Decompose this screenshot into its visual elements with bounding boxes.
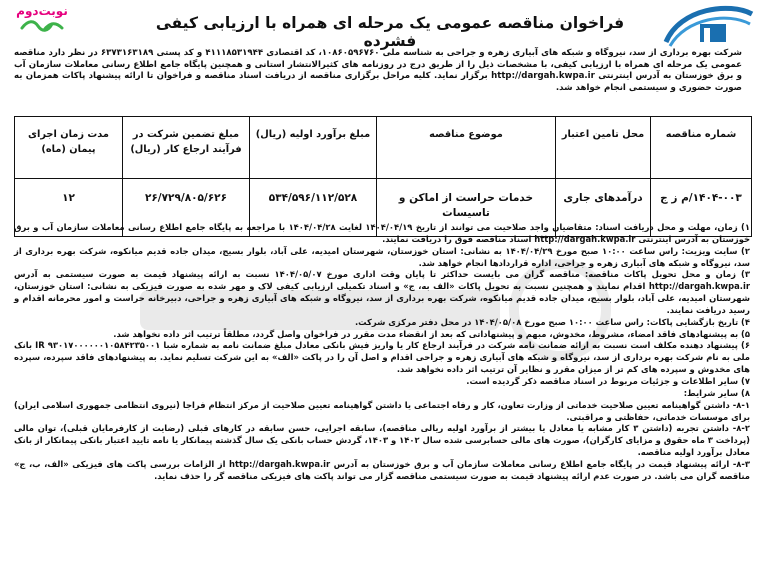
cell-contract-duration: ۱۲ [15,179,123,237]
header-tender-subject: موضوع مناقصه [377,117,556,179]
header-contract-duration: مدت زمان اجرای پیمان (ماه) [15,117,123,179]
header-guarantee-amount: مبلغ تضمین شرکت در فرآیند ارجاع کار (ریال) [123,117,250,179]
page-title: فراخوان مناقصه عمومی یک مرحله ای همراه با ارزیابی کیفی فشرده [155,14,625,50]
header-tender-number: شماره مناقصه [651,117,752,179]
header-estimated-amount: مبلغ برآورد اولیه (ریال) [250,117,377,179]
list-item: ۶) پیشنهاد دهنده مکلف است نسبت به ارائه ضمانت نامه شرکت در فرآیند ارجاع کار یا واریز فیش بانکی معادل مبلغ ضمانت نامه به شماره شبا IR ۹۳۰۱۷۰۰۰۰۰۰۱۰۵۸۴۲۳۵۰۰۱ بانک ملی به نام شرکت بهره برداری از سد، نیروگاه و شبکه های آبیاری زهره و جراحی اقدام و اصل آن را در پاکت «الف» به این شرکت تسلیم نماید. به پیشنهادهای فاقد سپرده، سپرده های مخدوش و سپرده های کم تر از میزان مقرر و نظایر آن ترتیب اثر داده نخواهد شد. [14,340,750,375]
conditions-list [14,222,750,483]
tender-table [14,116,752,237]
publication-turn-badge: نوبت‌دوم [16,4,68,18]
table-header-row [15,117,752,179]
organization-logo-icon [660,2,756,50]
cell-tender-number: ۱۴۰۴-۰۰۳/م ز ج [651,179,752,237]
cell-tender-subject: خدمات حراست از اماکن و تاسیسات [377,179,556,237]
cell-guarantee-amount: ۲۶/۷۲۹/۸۰۵/۶۲۶ [123,179,250,237]
intro-paragraph: شرکت بهره برداری از سد، نیروگاه و شبکه های آبیاری زهره و جراحی به شناسه ملی ۱۰۸۶۰۵۹۶۷۶۰، کد اقتصادی ۴۱۱۱۸۵۳۱۹۴۴ و کد پستی ۶۳۷۳۱۶۳۱۸۹ در نظر دارد مناقصه عمومی یک مرحله ای همراه با ارزیابی کیفی، با مشخصات ذیل را از طریق درج در روزنامه های کثیرالانتشار استانی و همچنین پایگاه جامع اطلاع رسانی معاملات سازمان آب و برق خوزستان به آدرس اینترنتی http://dargah.kwpa.ir برگزار نماید. کلیه مراحل برگزاری مناقصه از دریافت اسناد مناقصه و فراخوان تا ارائه پیشنهاد پاکات همزمان به صورت حضوری و سیستمی انجام خواهد شد. [14,48,742,93]
list-item: ۵) به پیشنهادهای فاقد امضاء، مشروط، مخدوش، مبهم و پیشنهاداتی که بعد از انقضاء مدت مقرر در فراخوان واصل گردد، مطلقاً ترتیب اثر داده نخواهد شد. [113,328,750,339]
list-item: ۱) زمان، مهلت و محل دریافت اسناد: متقاضیان واجد صلاحیت می توانند از تاریخ ۱۴۰۴/۰۴/۱۹ لغایت ۱۴۰۴/۰۴/۲۸ با مراجعه به پایگاه جامع اطلاع رسانی معاملات سازمان آب و برق خوزستان به آدرس اینترنتی http://dargah.kwpa.ir اسناد مناقصه فوق را دریافت نمایند. [14,222,751,244]
cell-estimated-amount: ۵۳۴/۵۹۶/۱۱۲/۵۲۸ [250,179,377,237]
header-funding-source: محل تامین اعتبار [556,117,651,179]
list-item: ۸-۲- داشتن تجربه (داشتن ۳ کار مشابه یا معادل یا بیشتر از برآورد اولیه ریالی مناقصه)، سابقه اجرایی، حسن سابقه در کارهای قبلی (رضایت از کارفرمایان قبلی)، توان مالی (پرداخت ۳ ماه حقوق و مزایای کارگران)، صورت های مالی حسابرسی شده سال ۱۴۰۲ و ۱۴۰۳، گردش حساب بانکی یک سال گذشته پیمانکار یا نامه تایید اعتبار بانکی پیمانکار از بانک معادل برآورد اولیه مناقصه. [14,423,750,458]
list-item: ۸-۳- ارائه پیشنهاد قیمت در پایگاه جامع اطلاع رسانی معاملات سازمان آب و برق خوزستان به آدرس http://dargah.kwpa.ir از الزامات بررسی پاکت های فیزیکی «الف، ب، ج» مناقصه گران می باشد. در صورت عدم ارائه پیشنهاد قیمت به صورت سیستمی مناقصه گزار می تواند پاکت های فیزیکی مناقصه گر را حذف نماید. [14,458,750,481]
list-item: ۲) سایت ویزیت: راس ساعت ۱۰:۰۰ صبح مورخ ۱۴۰۴/۰۴/۲۹ به نشانی: استان خوزستان، شهرستان امیدیه، علی آباد، بلوار بسیج، میدان جاده قدیم میانکوه، شرکت بهره برداری از سد، نیروگاه و شبکه های آبیاری زهره و جراحی، اداره قراردادها انجام خواهد شد. [14,245,750,268]
list-item: ۴) تاریخ بازگشایی پاکات: راس ساعت ۱۰:۰۰ صبح مورخ ۱۴۰۴/۰۵/۰۸ در محل دفتر مرکزی شرکت. [354,316,750,327]
badge-swirl-icon [20,18,64,34]
cell-funding-source: درآمدهای جاری [556,179,651,237]
list-item: ۸) سایر شرایط: [683,387,750,398]
list-item: ۷) سایر اطلاعات و جزئیات مربوط در اسناد مناقصه ذکر گردیده است. [466,375,750,386]
list-item: ۸-۱- داشتن گواهینامه تعیین صلاحیت خدماتی از وزارت تعاون، کار و رفاه اجتماعی یا داشتن گواهینامه تعیین صلاحیت از مرکز انتظام فراجا (نیروی انتظامی جمهوری اسلامی ایران) برای موسسات خدماتی، حفاظتی و مراقبتی. [14,399,750,422]
list-item: ۳) زمان و محل تحویل پاکات مناقصه: مناقصه گران می بایست حداکثر تا پایان وقت اداری مورخ ۱۴۰۴/۰۵/۰۷ نسبت به ارائه پیشنهاد قیمت به صورت سیستمی به آدرس http://dargah.kwpa.ir اقدام نمایند و همچنین نسبت به تحویل پاکات «الف به، ج» و اسناد تکمیلی ارزیابی کیفی لاک و مهر شده به صورت فیزیکی به نشانی: استان خوزستان، شهرستان امیدیه، علی آباد، بلوار بسیج، میدان جاده قدیم میانکوه، شرکت بهره برداری از سد، نیروگاه و شبکه های آبیاری زهره و جراحی، دبیرخانه حراست و امور محرمانه اقدام و رسید دریافت نمایند. [14,269,750,315]
